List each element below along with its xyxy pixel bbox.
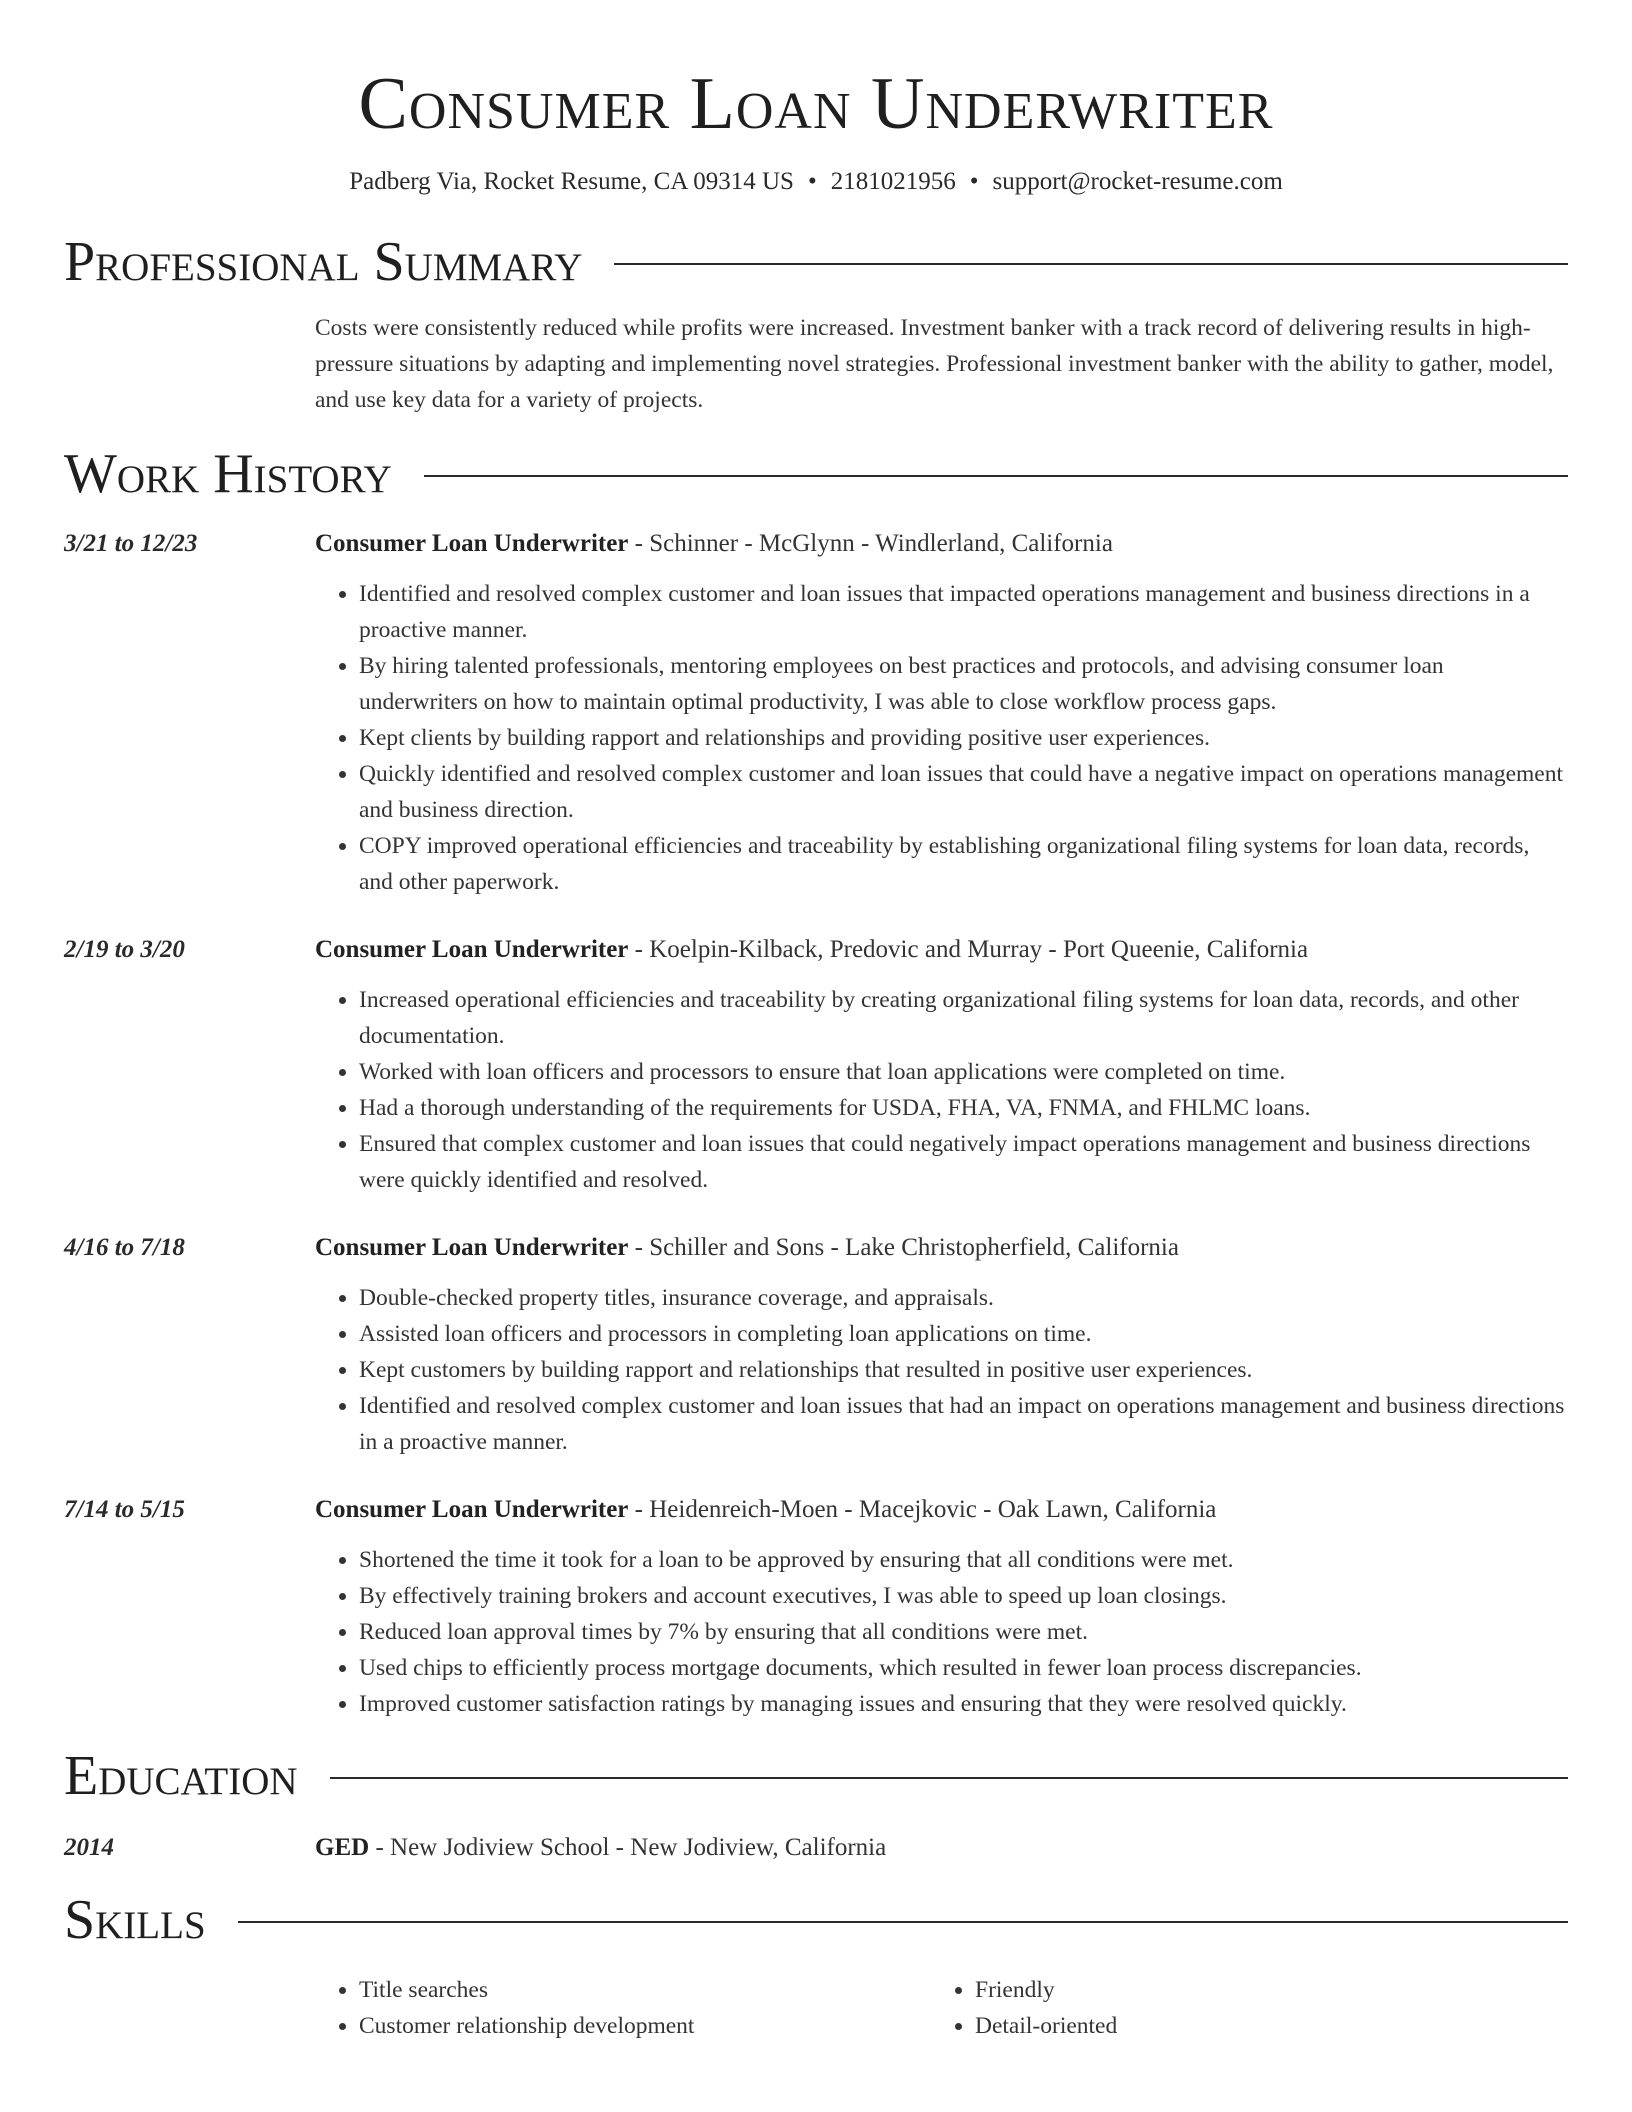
job-details: - Schinner - McGlynn - Windlerland, California — [628, 530, 1113, 557]
skills-section-header — [64, 1890, 1568, 1950]
skills-heading: Skills — [64, 1889, 206, 1951]
skills-column-left — [315, 1972, 931, 2044]
job-bullet: • Identified and resolved complex customer and loan issues that had an impact on operations management and business directions in a proactive manner. — [359, 1388, 1568, 1460]
job-title: Consumer Loan Underwriter — [315, 936, 629, 963]
job-title: Consumer Loan Underwriter — [315, 1234, 629, 1261]
section-divider — [614, 263, 1568, 265]
job-dates: 2/19 to 3/20 — [64, 936, 185, 963]
job-bullet: • By effectively training brokers and account executives, I was able to speed up loan closings. — [359, 1578, 1568, 1614]
skill-item: • Customer relationship development — [359, 2008, 931, 2044]
section-divider — [330, 1777, 1568, 1779]
education-entry — [64, 1830, 1568, 1866]
job-bullet: • Reduced loan approval times by 7% by ensuring that all conditions were met. — [359, 1614, 1568, 1650]
job-entry — [64, 1230, 1568, 1460]
job-bullet: • Had a thorough understanding of the requirements for USDA, FHA, VA, FNMA, and FHLMC loans. — [359, 1090, 1568, 1126]
job-bullet: • Quickly identified and resolved complex customer and loan issues that could have a negative impact on operations management and business direction. — [359, 756, 1568, 828]
job-bullet: • Improved customer satisfaction ratings by managing issues and ensuring that they were resolved quickly. — [359, 1686, 1568, 1722]
education-heading: Education — [64, 1745, 298, 1807]
job-title: Consumer Loan Underwriter — [315, 1496, 629, 1523]
section-divider — [424, 475, 1568, 477]
job-bullet: • Identified and resolved complex customer and loan issues that impacted operations management and business directions in a proactive manner. — [359, 576, 1568, 648]
skills-list — [315, 1972, 931, 2044]
job-header — [315, 932, 1568, 968]
skills-list — [931, 1972, 1547, 2044]
job-bullets — [315, 576, 1568, 900]
job-bullet: • COPY improved operational efficiencies and traceability by establishing organizational filing systems for loan data, records, and other paperwork. — [359, 828, 1568, 900]
skill-item: • Friendly — [975, 1972, 1547, 2008]
contact-separator: • — [807, 168, 817, 195]
job-bullets — [315, 1542, 1568, 1722]
job-title: Consumer Loan Underwriter — [315, 530, 629, 557]
education-degree: GED — [315, 1834, 370, 1861]
job-bullets — [315, 982, 1568, 1198]
education-body — [315, 1830, 1568, 1866]
summary-heading: Professional Summary — [64, 231, 583, 293]
skills-column-right — [931, 1972, 1547, 2044]
job-header — [315, 1492, 1568, 1528]
job-entry — [64, 932, 1568, 1198]
contact-separator: • — [969, 168, 979, 195]
job-dates: 7/14 to 5/15 — [64, 1496, 185, 1523]
job-details: - Koelpin-Kilback, Predovic and Murray - Port Queenie, California — [628, 936, 1309, 963]
job-dates: 3/21 to 12/23 — [64, 530, 198, 557]
job-body — [315, 1230, 1568, 1460]
education-year: 2014 — [64, 1834, 114, 1861]
education-header — [315, 1830, 1568, 1866]
contact-line — [64, 166, 1568, 198]
job-header — [315, 1230, 1568, 1266]
summary-text: Costs were consistently reduced while profits were increased. Investment banker with a track record of delivering results in high-pressure situations by adapting and implementing novel strategies. Professional investment banker with the ability to gather, model, and use key data for a variety of projects. — [315, 315, 1554, 413]
job-body — [315, 1492, 1568, 1722]
skill-item: • Detail-oriented — [975, 2008, 1547, 2044]
work-heading: Work History — [64, 443, 392, 505]
job-bullet: • Kept clients by building rapport and relationships and providing positive user experiences. — [359, 720, 1568, 756]
job-bullet: • Kept customers by building rapport and relationships that resulted in positive user experiences. — [359, 1352, 1568, 1388]
skills-grid — [315, 1972, 1568, 2044]
section-divider — [238, 1921, 1568, 1923]
job-dates: 4/16 to 7/18 — [64, 1234, 185, 1261]
education-details: - New Jodiview School - New Jodiview, California — [369, 1834, 887, 1861]
job-body — [315, 526, 1568, 900]
skill-item: • Title searches — [359, 1972, 931, 2008]
job-bullet: • Used chips to efficiently process mortgage documents, which resulted in fewer loan process discrepancies. — [359, 1650, 1568, 1686]
job-details: - Heidenreich-Moen - Macejkovic - Oak Lawn, California — [628, 1496, 1217, 1523]
job-entry — [64, 526, 1568, 900]
contact-address: Padberg Via, Rocket Resume, CA 09314 US — [349, 168, 794, 195]
contact-phone: 2181021956 — [830, 168, 956, 195]
job-bullet: • Worked with loan officers and processors to ensure that loan applications were completed on time. — [359, 1054, 1568, 1090]
contact-email: support@rocket-resume.com — [992, 168, 1283, 195]
job-details: - Schiller and Sons - Lake Christopherfield, California — [628, 1234, 1179, 1261]
job-bullet: • By hiring talented professionals, mentoring employees on best practices and protocols, and advising consumer loan underwriters on how to maintain optimal productivity, I was able to close workflow process gaps. — [359, 648, 1568, 720]
work-section-header — [64, 444, 1568, 504]
job-bullet: • Ensured that complex customer and loan issues that could negatively impact operations management and business directions were quickly identified and resolved. — [359, 1126, 1568, 1198]
job-header — [315, 526, 1568, 562]
job-bullets — [315, 1280, 1568, 1460]
job-entry — [64, 1492, 1568, 1722]
job-bullet: • Increased operational efficiencies and traceability by creating organizational filing systems for loan data, records, and other documentation. — [359, 982, 1568, 1054]
education-section-header — [64, 1746, 1568, 1806]
job-bullet: • Assisted loan officers and processors in completing loan applications on time. — [359, 1316, 1568, 1352]
job-bullet: • Shortened the time it took for a loan to be approved by ensuring that all conditions were met. — [359, 1542, 1568, 1578]
job-body — [315, 932, 1568, 1198]
job-bullet: • Double-checked property titles, insurance coverage, and appraisals. — [359, 1280, 1568, 1316]
summary-section-header — [64, 232, 1568, 292]
candidate-name: Consumer Loan Underwriter — [358, 63, 1274, 145]
